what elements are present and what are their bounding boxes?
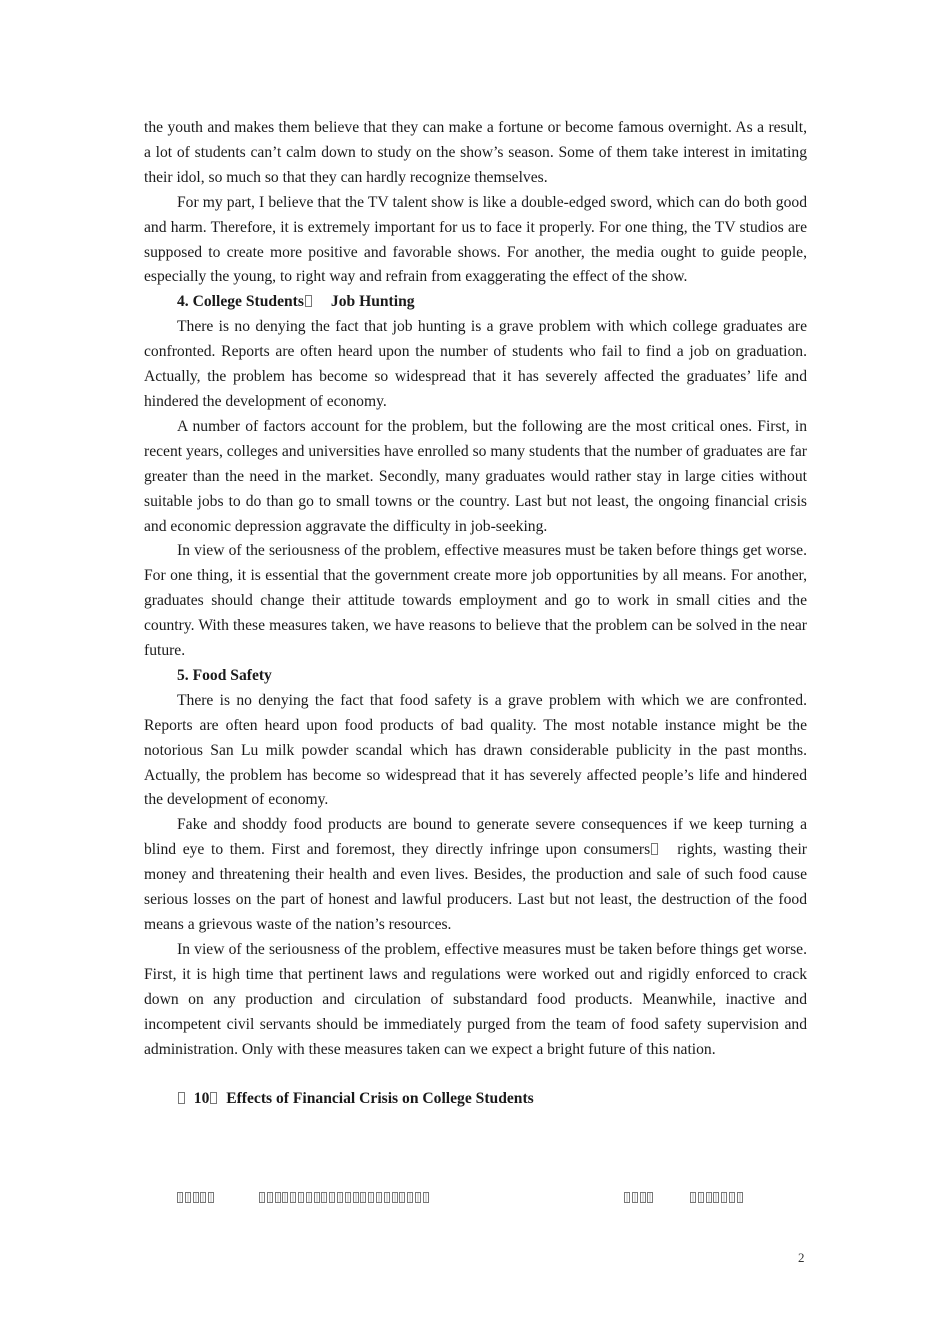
missing-glyph-icon: [208, 1192, 214, 1203]
missing-glyph-group-3: [624, 1190, 655, 1206]
section-heading-part1: 4. College Students: [177, 293, 304, 311]
section-title-financial-crisis: [144, 1087, 807, 1112]
missing-glyph-group-1: [177, 1190, 216, 1206]
section-title-text: Effects of Financial Crisis on College Students: [226, 1090, 534, 1108]
missing-glyph-icon: [193, 1192, 199, 1203]
missing-glyph-icon: [267, 1192, 273, 1203]
paragraph-job-hunting-measures: In view of the seriousness of the problem, effective measures must be taken before things get worse. For one thing, it is essential that the government create more job opportunities by all means. For another, graduates should change their attitude towards employment and go to work in small cities and the country. With these measures taken, we have reasons to believe that the problem can be solved in the near future.: [144, 542, 807, 660]
missing-glyph-icon: [640, 1192, 646, 1203]
missing-glyph-group-4: [690, 1190, 745, 1206]
missing-glyph-icon: [337, 1192, 343, 1203]
missing-glyph-icon: [729, 1192, 735, 1203]
missing-glyph-icon: [305, 295, 312, 307]
missing-glyph-icon: [632, 1192, 638, 1203]
missing-glyph-icon: [624, 1192, 630, 1203]
missing-glyph-icon: [713, 1192, 719, 1203]
missing-glyph-icon: [321, 1192, 327, 1203]
missing-glyph-icon: [384, 1192, 390, 1203]
document-page: [144, 116, 807, 1112]
paragraph-job-hunting-causes: A number of factors account for the problem, but the following are the most critical ones. First, in recent years, colleges and universities have enrolled so many students that the number of graduates are far greater than the need in the market. Secondly, many graduates would rather stay in large cities without suitable jobs to do than go to small towns or the country. Last but not least, the ongoing financial crisis and economic depression aggravate the difficulty in job-seeking.: [144, 417, 807, 535]
missing-glyph-icon: [329, 1192, 335, 1203]
missing-glyph-icon: [259, 1192, 265, 1203]
section-heading-part2: Job Hunting: [330, 293, 415, 311]
paragraph-job-hunting-intro: There is no denying the fact that job hunting is a grave problem with which college graduates are confronted. Reports are often heard upon the number of students who fail to find a job on graduation. Actually, the problem has become so widespread that it has severely affected the graduates’ life and hindered the development of economy.: [144, 318, 807, 410]
missing-glyph-icon: [737, 1192, 743, 1203]
missing-glyph-icon: [407, 1192, 413, 1203]
missing-glyph-icon: [423, 1192, 429, 1203]
missing-glyph-icon: [200, 1192, 206, 1203]
missing-glyph-icon: [415, 1192, 421, 1203]
section-heading-college-job-hunting: [144, 290, 807, 315]
missing-glyph-icon: [345, 1192, 351, 1203]
missing-glyph-icon: [275, 1192, 281, 1203]
page-number: 2: [798, 1250, 805, 1265]
missing-glyph-icon: [368, 1192, 374, 1203]
missing-glyph-icon: [185, 1192, 191, 1203]
meta-line-missing-glyphs: [177, 1190, 777, 1210]
missing-glyph-group-2: [259, 1190, 431, 1206]
missing-glyph-icon: [698, 1192, 704, 1203]
paragraph-food-safety-consequences: [144, 813, 807, 938]
missing-glyph-icon: [647, 1192, 653, 1203]
section-number: 10: [193, 1090, 210, 1108]
missing-glyph-icon: [298, 1192, 304, 1203]
paragraph-continuation-tv-show: the youth and makes them believe that they can make a fortune or become famous overnight. As a result, a lot of students can’t calm down to study on the show’s season. Some of them take interest in imitating their idol, so much so that they can hardly recognize themselves.: [144, 119, 807, 186]
missing-glyph-icon: [399, 1192, 405, 1203]
paragraph-food-safety-intro: There is no denying the fact that food safety is a grave problem with which we are confronted. Reports are often heard upon food products of bad quality. The most notable instance might be the notorious San Lu milk powder scandal which has drawn considerable publicity in the past months. Actually, the problem has become so widespread that it has severely affected people’s life and hindered the development of economy.: [144, 691, 807, 809]
consequences-text-before: Fake and shoddy food products are bound to generate severe consequences if we keep turning a blind eye to them. First and foremost, they directly infringe upon consumers: [144, 816, 807, 859]
spacer: [144, 1062, 807, 1087]
missing-glyph-icon: [177, 1192, 183, 1203]
missing-glyph-icon: [282, 1192, 288, 1203]
missing-glyph-icon: [353, 1192, 359, 1203]
missing-glyph-icon: [721, 1192, 727, 1203]
paragraph-food-safety-measures: In view of the seriousness of the problem, effective measures must be taken before things get worse. First, it is high time that pertinent laws and regulations were worked out and rigidly enforced to crack down on any production and circulation of substandard food products. Meanwhile, inactive and incompetent civil servants should be immediately purged from the team of food safety supervision and administration. Only with these measures taken can we expect a bright future of this nation.: [144, 940, 807, 1058]
missing-glyph-icon: [178, 1092, 185, 1104]
missing-glyph-icon: [210, 1092, 217, 1104]
missing-glyph-icon: [290, 1192, 296, 1203]
missing-glyph-icon: [706, 1192, 712, 1203]
missing-glyph-icon: [376, 1192, 382, 1203]
missing-glyph-icon: [306, 1192, 312, 1203]
missing-glyph-icon: [392, 1192, 398, 1203]
missing-glyph-icon: [360, 1192, 366, 1203]
paragraph-tv-show-opinion: For my part, I believe that the TV talent show is like a double-edged sword, which can do both good and harm. Therefore, it is extremely important for us to face it properly. For one thing, the TV studios are supposed to create more positive and favorable shows. For another, the media ought to guide people, especially the young, to right way and refrain from exaggerating the effect of the show.: [144, 193, 807, 286]
missing-glyph-icon: [314, 1192, 320, 1203]
missing-glyph-icon: [651, 843, 658, 855]
section-heading-food-safety: 5. Food Safety: [177, 666, 272, 684]
consequences-text-after: rights, wasting their money and threatening their health and even lives. Besides, the production and sale of such food cause serious losses on the part of honest and lawful producers. Last but not least, the destruction of the food means a grievous waste of the nation’s resources.: [144, 841, 807, 933]
missing-glyph-icon: [690, 1192, 696, 1203]
